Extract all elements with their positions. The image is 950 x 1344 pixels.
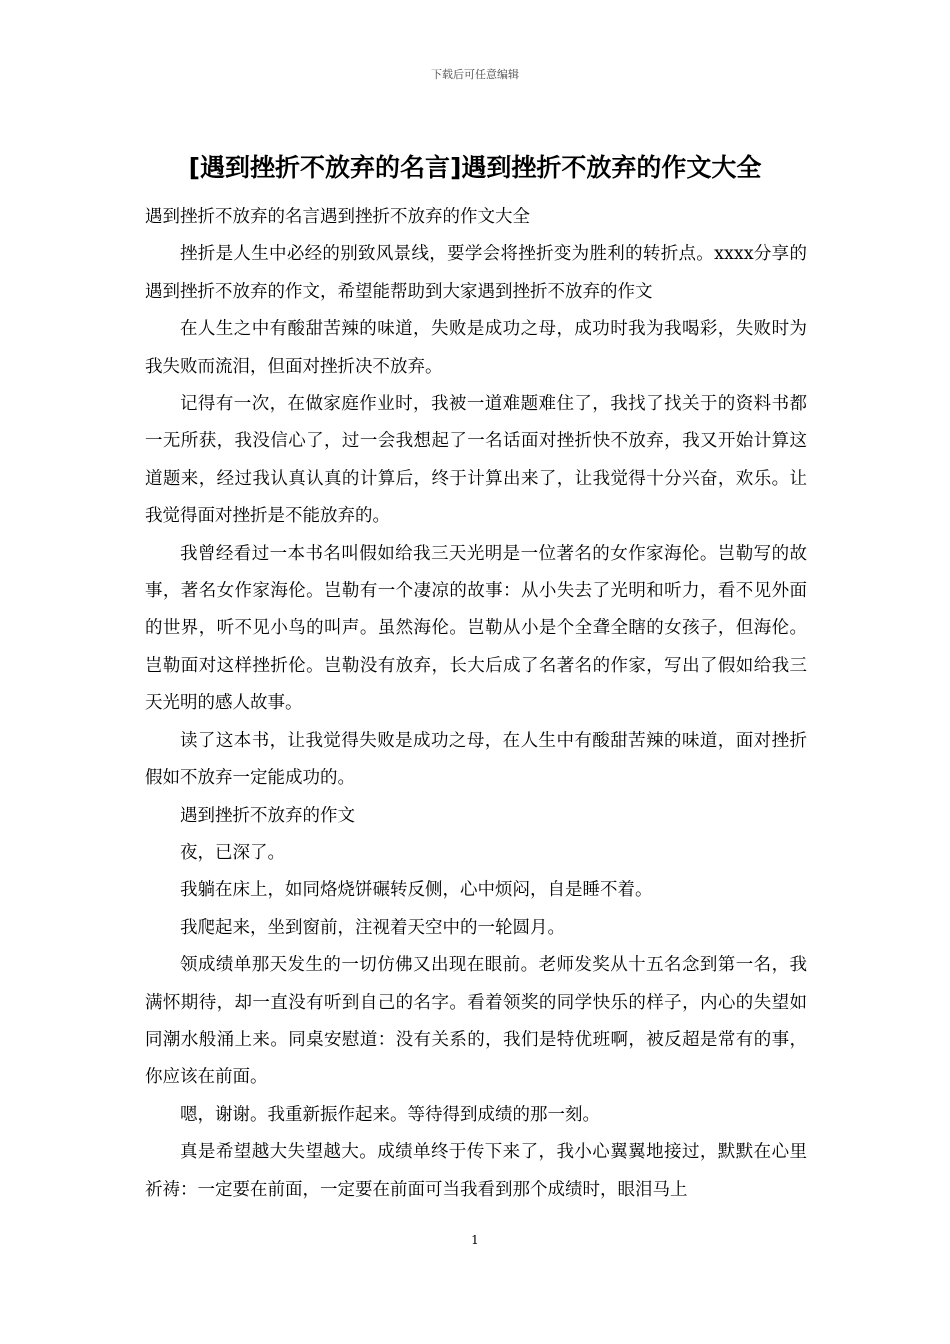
document-body bbox=[145, 199, 807, 1209]
paragraph: 我爬起来，坐到窗前，注视着天空中的一轮圆月。 bbox=[180, 917, 565, 938]
paragraph: 我曾经看过一本书名叫假如给我三天光明是一位著名的女作家海伦。岂勒写的故事，著名女作家海伦。岂勒有一个凄凉的故事：从小失去了光明和听力，看不见外面的世界，听不见小鸟的叫声。虽然海伦。岂勒从小是个全聋全瞎的女孩子，但海伦。岂勒面对这样挫折伦。岂勒没有放弃，长大后成了名著名的作家，写出了假如给我三天光明的感人故事。 bbox=[145, 543, 807, 714]
document-subtitle: 遇到挫折不放弃的名言遇到挫折不放弃的作文大全 bbox=[145, 207, 530, 227]
document-title: [遇到挫折不放弃的名言]遇到挫折不放弃的作文大全 bbox=[188, 153, 762, 182]
page-number: 1 bbox=[471, 1233, 479, 1247]
paragraph: 嗯，谢谢。我重新振作起来。等待得到成绩的那一刻。 bbox=[180, 1104, 600, 1125]
header-note: 下载后可任意编辑 bbox=[431, 68, 519, 81]
paragraph: 在人生之中有酸甜苦辣的味道，失败是成功之母，成功时我为我喝彩，失败时为我失败而流泪，但面对挫折决不放弃。 bbox=[145, 319, 807, 377]
paragraph: 真是希望越大失望越大。成绩单终于传下来了，我小心翼翼地接过，默默在心里祈祷：一定要在前面，一定要在前面可当我看到那个成绩时，眼泪马上 bbox=[145, 1142, 807, 1200]
paragraph: 读了这本书，让我觉得失败是成功之母，在人生中有酸甜苦辣的味道，面对挫折假如不放弃一定能成功的。 bbox=[145, 730, 807, 789]
paragraph: 领成绩单那天发生的一切仿佛又出现在眼前。老师发奖从十五名念到第一名，我满怀期待，却一直没有听到自己的名字。看着领奖的同学快乐的样子，内心的失望如同潮水般涌上来。同桌安慰道：没有关系的，我们是特优班啊，被反超是常有的事，你应该在前面。 bbox=[145, 955, 807, 1088]
paragraph: 夜，已深了。 bbox=[180, 842, 285, 863]
paragraph: 记得有一次，在做家庭作业时，我被一道难题难住了，我找了找关于的资料书都一无所获，我没信心了，过一会我想起了一名话面对挫折快不放弃，我又开始计算这道题来，经过我认真认真的计算后，终于计算出来了，让我觉得十分兴奋，欢乐。让我觉得面对挫折是不能放弃的。 bbox=[145, 394, 807, 527]
paragraph: 我躺在床上，如同烙烧饼碾转反侧，心中烦闷，自是睡不着。 bbox=[180, 880, 653, 901]
section-heading: 遇到挫折不放弃的作文 bbox=[180, 805, 355, 826]
paragraph: 挫折是人生中必经的别致风景线，要学会将挫折变为胜利的转折点。xxxx分享的遇到挫折不放弃的作文，希望能帮助到大家遇到挫折不放弃的作文 bbox=[145, 244, 807, 302]
